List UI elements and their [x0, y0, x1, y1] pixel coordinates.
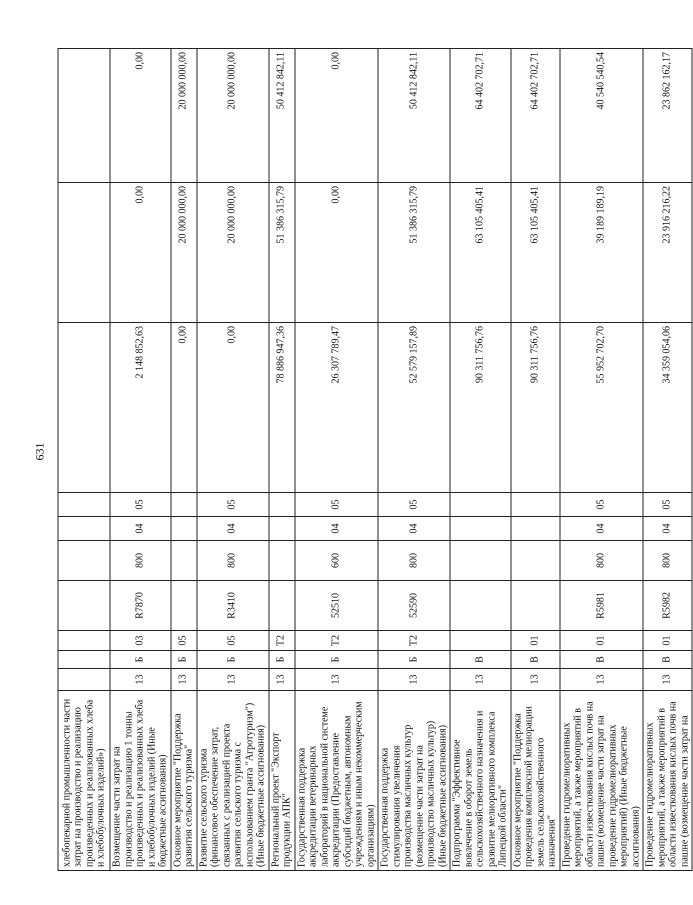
- cell-c1: 13: [450, 669, 511, 691]
- cell-c1: 13: [378, 669, 450, 691]
- cell-c4: R5982: [643, 581, 692, 631]
- cell-c1: 13: [511, 669, 560, 691]
- cell-c3: 01: [643, 631, 692, 651]
- cell-c3: 03: [110, 631, 171, 651]
- budget-table: [58, 48, 693, 871]
- cell-c2: Б: [378, 651, 450, 669]
- cell-v2: 51 386 315,79: [378, 183, 450, 323]
- cell-c7: 05: [560, 493, 644, 517]
- cell-v3: [58, 49, 110, 183]
- cell-v2: 63 105 405,41: [511, 183, 560, 323]
- cell-c7: 05: [295, 493, 379, 517]
- cell-v2: 0,00: [295, 183, 379, 323]
- cell-c2: В: [643, 651, 692, 669]
- cell-v1: 34 359 054,06: [643, 323, 692, 493]
- cell-v3: 50 412 842,11: [269, 49, 295, 183]
- cell-c1: 13: [269, 669, 295, 691]
- cell-c5: 800: [643, 541, 692, 581]
- cell-c3: 01: [560, 631, 644, 651]
- table-row: [197, 49, 269, 871]
- cell-c4: [171, 581, 197, 631]
- cell-v2: 20 000 000,00: [197, 183, 269, 323]
- cell-c6: 04: [643, 517, 692, 541]
- cell-v3: 0,00: [110, 49, 171, 183]
- table-row: [295, 49, 379, 871]
- cell-desc: Государственная поддержка аккредитации ветеринарных лабораторий в национальной системе аккредитации (Предоставление субсидий бюджетным, автономным учреждениям и иным некоммерческим организациям): [295, 691, 379, 871]
- cell-c6: 04: [378, 517, 450, 541]
- cell-c6: [450, 517, 511, 541]
- cell-c2: Б: [295, 651, 379, 669]
- cell-v2: [58, 183, 110, 323]
- cell-c7: 05: [378, 493, 450, 517]
- cell-c7: [58, 493, 110, 517]
- table-row: [450, 49, 511, 871]
- cell-c3: Т2: [295, 631, 379, 651]
- cell-c4: R3410: [197, 581, 269, 631]
- cell-v3: 0,00: [295, 49, 379, 183]
- cell-c1: 13: [110, 669, 171, 691]
- cell-v3: 64 402 702,71: [450, 49, 511, 183]
- cell-v2: 0,00: [110, 183, 171, 323]
- cell-c6: 04: [197, 517, 269, 541]
- cell-c6: 04: [560, 517, 644, 541]
- cell-c5: 600: [295, 541, 379, 581]
- cell-c1: 13: [295, 669, 379, 691]
- cell-v1: 90 311 756,76: [511, 323, 560, 493]
- cell-c4: 52590: [378, 581, 450, 631]
- cell-c4: [58, 581, 110, 631]
- cell-c3: 01: [511, 631, 560, 651]
- cell-v2: 51 386 315,79: [269, 183, 295, 323]
- cell-c7: [269, 493, 295, 517]
- cell-desc: Основное мероприятие "Поддержка развития сельского туризма": [171, 691, 197, 871]
- cell-c4: [450, 581, 511, 631]
- cell-v3: 40 540 540,54: [560, 49, 644, 183]
- cell-v1: 26 307 789,47: [295, 323, 379, 493]
- cell-c4: 52510: [295, 581, 379, 631]
- cell-v2: 39 189 189,19: [560, 183, 644, 323]
- cell-desc: Возмещение части затрат на производство и реализацию 1 тонны произведенных и реализованных хлеба и хлебобулочных изделий (Иные бюджетные ассигнования): [110, 691, 171, 871]
- cell-v2: 63 105 405,41: [450, 183, 511, 323]
- table-body: [58, 49, 692, 871]
- cell-c7: [450, 493, 511, 517]
- cell-c2: В: [450, 651, 511, 669]
- cell-c5: [269, 541, 295, 581]
- cell-c2: Б: [269, 651, 295, 669]
- cell-c6: 04: [295, 517, 379, 541]
- page-number: 631: [32, 442, 47, 461]
- cell-desc: Развитие сельского туризма (финансовое обеспечение затрат, связанных с реализацией проекта развития сельского туризма с использованием гранта "Агротуризм") (Иные бюджетные ассигнования): [197, 691, 269, 871]
- cell-c6: [511, 517, 560, 541]
- cell-desc: Проведение гидромелиоративных мероприятий, а также мероприятий в области известкования кислых почв на пашне (возмещение части затрат на проведение гидромелиоративных мероприятий) (Иные бюджетные ассигнования): [560, 691, 644, 871]
- cell-desc: Проведение гидромелиоративных мероприятий, а также мероприятий в области известкования кислых почв на пашне (возмещение части затрат на: [643, 691, 692, 871]
- cell-c2: Б: [110, 651, 171, 669]
- cell-c1: 13: [171, 669, 197, 691]
- cell-c4: R7870: [110, 581, 171, 631]
- table-row: [511, 49, 560, 871]
- cell-c3: [450, 631, 511, 651]
- cell-v1: 0,00: [171, 323, 197, 493]
- cell-c6: 04: [110, 517, 171, 541]
- cell-v2: 20 000 000,00: [171, 183, 197, 323]
- cell-c2: Б: [171, 651, 197, 669]
- cell-c5: 800: [560, 541, 644, 581]
- cell-c5: [450, 541, 511, 581]
- cell-desc: Государственная поддержка стимулирования увеличения производства масличных культур (возмещение части затрат на производство масличных культур) (Иные бюджетные ассигнования): [378, 691, 450, 871]
- cell-c6: [269, 517, 295, 541]
- table-row: [560, 49, 644, 871]
- cell-c3: 05: [197, 631, 269, 651]
- cell-v3: 20 000 000,00: [171, 49, 197, 183]
- cell-c5: 800: [197, 541, 269, 581]
- table-row: [58, 49, 110, 871]
- cell-c5: [171, 541, 197, 581]
- cell-c7: 05: [197, 493, 269, 517]
- cell-v1: 90 311 756,76: [450, 323, 511, 493]
- table-row: [171, 49, 197, 871]
- cell-v3: 64 402 702,71: [511, 49, 560, 183]
- cell-c1: [58, 669, 110, 691]
- cell-c7: 05: [110, 493, 171, 517]
- cell-c1: 13: [197, 669, 269, 691]
- cell-v2: 23 916 216,22: [643, 183, 692, 323]
- cell-v1: [58, 323, 110, 493]
- cell-c5: 800: [378, 541, 450, 581]
- table-row: [269, 49, 295, 871]
- cell-c5: [58, 541, 110, 581]
- cell-c7: [511, 493, 560, 517]
- cell-c3: [58, 631, 110, 651]
- cell-c7: 05: [643, 493, 692, 517]
- table-row: [110, 49, 171, 871]
- cell-desc: Региональный проект "Экспорт продукции АПК": [269, 691, 295, 871]
- cell-c4: [511, 581, 560, 631]
- cell-c4: [269, 581, 295, 631]
- cell-c3: Т2: [269, 631, 295, 651]
- cell-v3: 20 000 000,00: [197, 49, 269, 183]
- rotated-table-wrapper: [58, 49, 690, 871]
- cell-c4: R5981: [560, 581, 644, 631]
- cell-v1: 55 952 702,70: [560, 323, 644, 493]
- cell-c6: [58, 517, 110, 541]
- cell-v1: 78 886 947,36: [269, 323, 295, 493]
- cell-c3: 05: [171, 631, 197, 651]
- cell-c2: Б: [197, 651, 269, 669]
- cell-v1: 52 579 157,89: [378, 323, 450, 493]
- cell-c2: В: [560, 651, 644, 669]
- cell-c1: 13: [560, 669, 644, 691]
- table-row: [378, 49, 450, 871]
- table-row: [643, 49, 692, 871]
- cell-c3: Т2: [378, 631, 450, 651]
- cell-v3: 23 862 162,17: [643, 49, 692, 183]
- cell-c5: [511, 541, 560, 581]
- cell-c6: [171, 517, 197, 541]
- cell-c7: [171, 493, 197, 517]
- cell-desc: хлебопекарной промышленности части затрат на производство и реализацию произведенных и реализованных хлеба и хлебобулочных изделий»): [58, 691, 110, 871]
- cell-desc: Подпрограмма "Эффективное вовлечение в оборот земель сельскохозяйственного назначения и развитие мелиоративного комплекса Липецкой области": [450, 691, 511, 871]
- cell-v1: 2 148 852,63: [110, 323, 171, 493]
- cell-c1: 13: [643, 669, 692, 691]
- cell-c2: [58, 651, 110, 669]
- cell-c2: В: [511, 651, 560, 669]
- cell-c5: 800: [110, 541, 171, 581]
- cell-v3: 50 412 842,11: [378, 49, 450, 183]
- cell-v1: 0,00: [197, 323, 269, 493]
- cell-desc: Основное мероприятие "Поддержка проведения комплексной мелиорации земель сельскохозяйственного назначения": [511, 691, 560, 871]
